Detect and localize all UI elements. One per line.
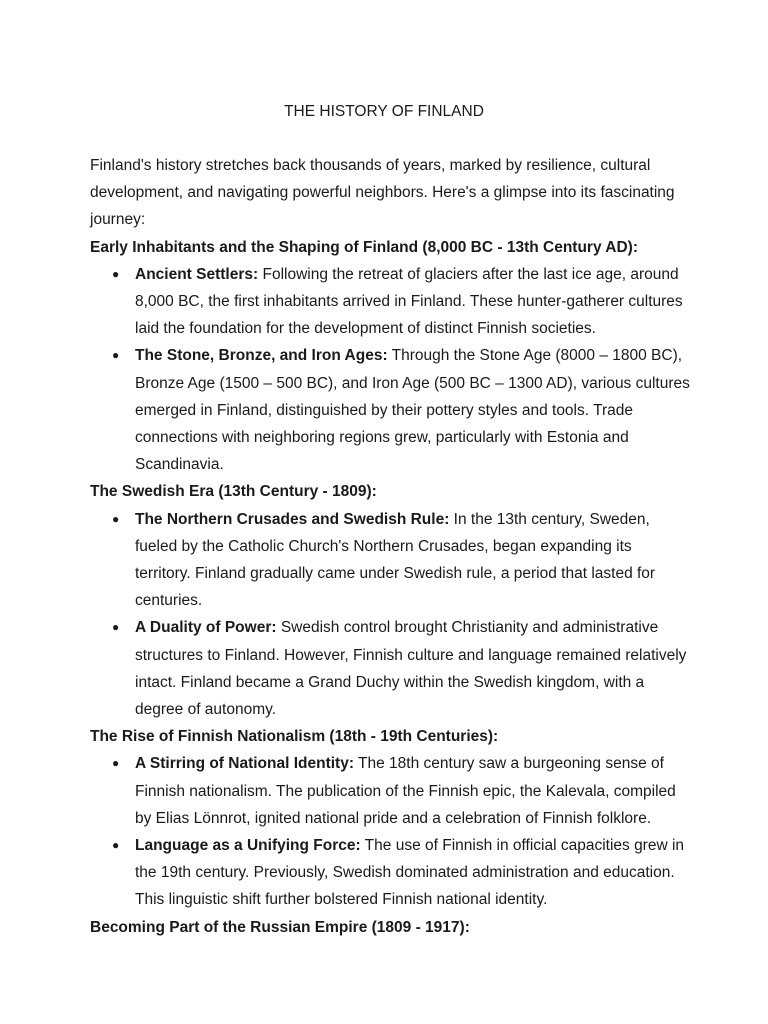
document-title: THE HISTORY OF FINLAND: [284, 103, 484, 120]
section-heading: Early Inhabitants and the Shaping of Finland (8,000 BC - 13th Century AD):: [90, 238, 639, 256]
section-heading: Becoming Part of the Russian Empire (1809 - 1917):: [90, 918, 470, 936]
item-text: In the 13th century, Sweden, fueled by the Catholic Church's Northern Crusades, began expanding its territory. Finland gradually came under Swedish rule, a period that lasted for centuries.: [135, 510, 656, 610]
list-item: [112, 261, 690, 343]
list-item: [112, 614, 690, 723]
list-item: [112, 342, 690, 478]
bullet-icon: ●: [112, 838, 120, 853]
list-item: [112, 832, 690, 914]
section-heading: The Swedish Era (13th Century - 1809):: [90, 483, 377, 501]
item-text: Through the Stone Age (8000 – 1800 BC), Bronze Age (1500 – 500 BC), and Iron Age (500 BC – 1300 AD), various cultures emerged in Finland, distinguished by their pottery styles and tools. Trade connections with neighboring regions grew, particularly with Estonia and Scandinavia.: [135, 347, 690, 474]
section-heading: The Rise of Finnish Nationalism (18th - 19th Centuries):: [90, 728, 499, 746]
item-lead: Language as a Unifying Force:: [135, 837, 361, 855]
item-lead: Ancient Settlers:: [135, 265, 259, 283]
item-text: Following the retreat of glaciers after the last ice age, around 8,000 BC, the first inhabitants arrived in Finland. These hunter-gatherer cultures laid the foundation for the development of distinct Finnish societies.: [135, 265, 683, 338]
bullet-icon: ●: [112, 511, 120, 526]
item-text: The 18th century saw a burgeoning sense of Finnish nationalism. The publication of the Finnish epic, the Kalevala, compiled by Elias Lönnrot, ignited national pride and a celebration of Finnish folklore.: [135, 755, 676, 827]
item-lead: The Stone, Bronze, and Iron Ages:: [135, 347, 388, 365]
bullet-list: [90, 261, 690, 479]
bullet-icon: ●: [112, 266, 120, 281]
document-body: [90, 152, 690, 941]
bullet-icon: ●: [112, 756, 120, 771]
bullet-list: [90, 750, 690, 913]
item-text: Swedish control brought Christianity and administrative structures to Finland. However, Finnish culture and language remained relatively intact. Finland became a Grand Duchy within the Swedish kingdom, with a degree of autonomy.: [135, 619, 687, 719]
intro-paragraph: Finland's history stretches back thousands of years, marked by resilience, cultural development, and navigating powerful neighbors. Here's a glimpse into its fascinating journey:: [90, 157, 675, 229]
bullet-icon: ●: [112, 348, 120, 363]
item-lead: A Duality of Power:: [135, 619, 277, 637]
bullet-list: [90, 506, 690, 724]
bullet-icon: ●: [112, 620, 120, 635]
list-item: [112, 506, 690, 615]
item-text: The use of Finnish in official capacities grew in the 19th century. Previously, Swedish dominated administration and education. This linguistic shift further bolstered Finnish national identity.: [135, 837, 685, 909]
item-lead: A Stirring of National Identity:: [135, 755, 355, 773]
item-lead: The Northern Crusades and Swedish Rule:: [135, 510, 450, 528]
list-item: [112, 750, 690, 832]
